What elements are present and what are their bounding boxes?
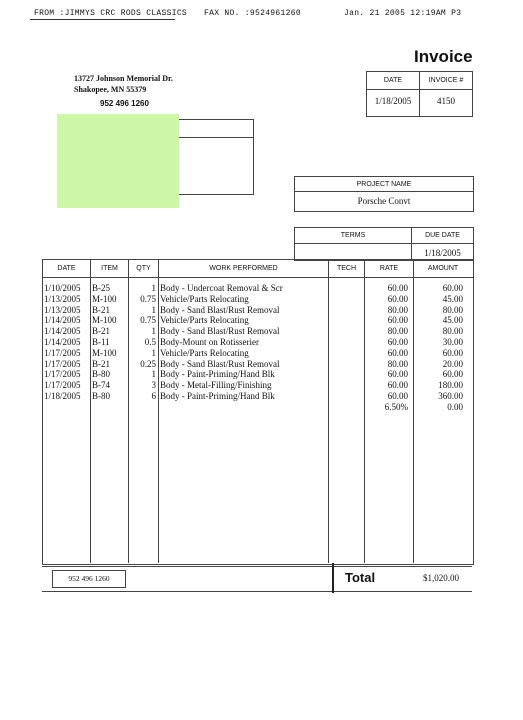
cell-amount: 45.00 — [442, 315, 463, 326]
fax-from: FROM :JIMMYS CRC RODS CLASSICS — [34, 9, 188, 18]
cell-rate: 60.00 — [387, 283, 408, 293]
table-row — [42, 348, 472, 359]
cell-amount: 0.00 — [447, 401, 463, 412]
due-date-label: DUE DATE — [425, 232, 460, 239]
cell-work: Body - Undercoat Removal & Scr — [160, 283, 283, 293]
project-name-label: PROJECT NAME — [356, 181, 412, 188]
cell-item: M-100 — [92, 293, 117, 304]
project-name-value: Porsche Convt — [357, 196, 411, 206]
cell-date: 1/14/2005 — [44, 326, 81, 337]
cell-date: 1/17/2005 — [44, 358, 81, 369]
cell-qty: 6 — [151, 391, 156, 401]
cell-rate: 60.00 — [387, 391, 408, 401]
invoice-date-value: 1/18/2005 — [374, 96, 412, 106]
cell-rate: 60.00 — [387, 337, 408, 347]
total-label: Total — [345, 570, 376, 585]
cell-item: B-21 — [92, 326, 110, 337]
cell-date: 1/17/2005 — [44, 347, 81, 358]
cell-item: B-80 — [92, 369, 110, 380]
cell-rate: 6.50% — [384, 401, 408, 412]
header-date: DATE — [57, 265, 76, 272]
cell-amount: 30.00 — [442, 337, 463, 347]
cell-date: 1/17/2005 — [44, 380, 81, 391]
sender-street: 13727 Johnson Memorial Dr. — [74, 74, 173, 83]
cell-rate: 80.00 — [387, 326, 408, 337]
cell-rate: 60.00 — [387, 347, 408, 358]
cell-amount: 360.00 — [438, 391, 463, 401]
cell-qty: 1 — [151, 304, 156, 315]
invoice-number-label: INVOICE # — [428, 77, 464, 84]
cell-qty: 1 — [151, 326, 156, 337]
cell-amount: 80.00 — [442, 326, 463, 337]
cell-amount: 20.00 — [442, 358, 463, 369]
cell-qty: 0.75 — [140, 293, 156, 304]
cell-amount: 45.00 — [442, 293, 463, 304]
cell-qty: 1 — [151, 347, 156, 358]
fax-from-underline — [30, 19, 175, 20]
invoice-meta-box — [366, 71, 473, 117]
cell-work: Vehicle/Parts Relocating — [160, 347, 249, 358]
cell-work: Body - Sand Blast/Rust Removal — [160, 326, 280, 337]
cell-qty: 0.25 — [140, 358, 156, 369]
cell-date: 1/18/2005 — [44, 391, 81, 401]
cell-item: M-100 — [92, 347, 117, 358]
cell-date: 1/14/2005 — [44, 315, 81, 326]
cell-date: 1/13/2005 — [44, 304, 81, 315]
invoice-number-value: 4150 — [437, 96, 455, 106]
table-row — [42, 391, 472, 402]
terms-box — [294, 227, 474, 261]
cell-qty: 1 — [151, 369, 156, 380]
sticky-note — [57, 114, 179, 208]
total-value: $1,020.00 — [423, 573, 459, 583]
cell-item: B-21 — [92, 358, 110, 369]
cell-item: B-74 — [92, 380, 110, 391]
cell-work: Body - Sand Blast/Rust Removal — [160, 358, 280, 369]
cell-work: Body-Mount on Rotisserier — [160, 337, 259, 347]
header-rate: RATE — [379, 265, 399, 272]
cell-date: 1/13/2005 — [44, 293, 81, 304]
cell-rate: 80.00 — [387, 358, 408, 369]
table-row — [42, 380, 472, 391]
table-row — [42, 305, 472, 316]
cell-item: B-11 — [92, 337, 110, 347]
header-item: ITEM — [101, 265, 118, 272]
cell-item: B-80 — [92, 391, 110, 401]
footer-phone: 952 496 1260 — [52, 570, 126, 588]
header-amount: AMOUNT — [427, 265, 459, 272]
cell-item: B-21 — [92, 304, 110, 315]
cell-rate: 60.00 — [387, 369, 408, 380]
cell-amount: 60.00 — [442, 369, 463, 380]
cell-date: 1/17/2005 — [44, 369, 81, 380]
cell-qty: 0.75 — [140, 315, 156, 326]
project-divider — [295, 191, 473, 192]
cell-rate: 60.00 — [387, 315, 408, 326]
sender-phone: 952 496 1260 — [100, 99, 149, 108]
project-box — [294, 176, 474, 212]
header-qty: QTY — [136, 265, 151, 272]
table-row — [42, 359, 472, 370]
header-work: WORK PERFORMED — [209, 265, 278, 272]
cell-date: 1/14/2005 — [44, 337, 81, 347]
fax-number: FAX NO. :9524961260 — [204, 9, 301, 18]
cell-amount: 60.00 — [442, 283, 463, 293]
cell-item: M-100 — [92, 315, 117, 326]
cell-date: 1/10/2005 — [44, 283, 81, 293]
table-row — [42, 402, 472, 413]
cell-amount: 60.00 — [442, 347, 463, 358]
cell-rate: 60.00 — [387, 380, 408, 391]
cell-work: Body - Paint-Priming/Hand Blk — [160, 369, 275, 380]
items-header-divider — [43, 277, 473, 278]
terms-divider — [295, 243, 473, 244]
cell-rate: 60.00 — [387, 293, 408, 304]
cell-item: B-25 — [92, 283, 110, 293]
due-date-value: 1/18/2005 — [424, 248, 461, 258]
header-tech: TECH — [336, 265, 357, 272]
cell-work: Body - Sand Blast/Rust Removal — [160, 304, 280, 315]
table-row — [42, 283, 472, 294]
table-row — [42, 369, 472, 380]
table-row — [42, 294, 472, 305]
table-row — [42, 326, 472, 337]
cell-work: Body - Metal-Filling/Finishing — [160, 380, 272, 391]
fax-timestamp: Jan. 21 2005 12:19AM P3 — [344, 9, 462, 18]
cell-work: Body - Paint-Priming/Hand Blk — [160, 391, 275, 401]
total-divider — [332, 563, 334, 593]
cell-qty: 1 — [151, 283, 156, 293]
cell-rate: 80.00 — [387, 304, 408, 315]
table-row — [42, 315, 472, 326]
cell-qty: 3 — [151, 380, 156, 391]
table-row — [42, 337, 472, 348]
terms-label: TERMS — [340, 232, 366, 239]
invoice-title: Invoice — [414, 47, 473, 66]
cell-work: Vehicle/Parts Relocating — [160, 315, 249, 326]
cell-work: Vehicle/Parts Relocating — [160, 293, 249, 304]
cell-amount: 80.00 — [442, 304, 463, 315]
cell-amount: 180.00 — [438, 380, 463, 391]
sender-city: Shakopee, MN 55379 — [74, 85, 147, 94]
invoice-date-label: DATE — [383, 77, 403, 84]
cell-qty: 0.5 — [144, 337, 156, 347]
